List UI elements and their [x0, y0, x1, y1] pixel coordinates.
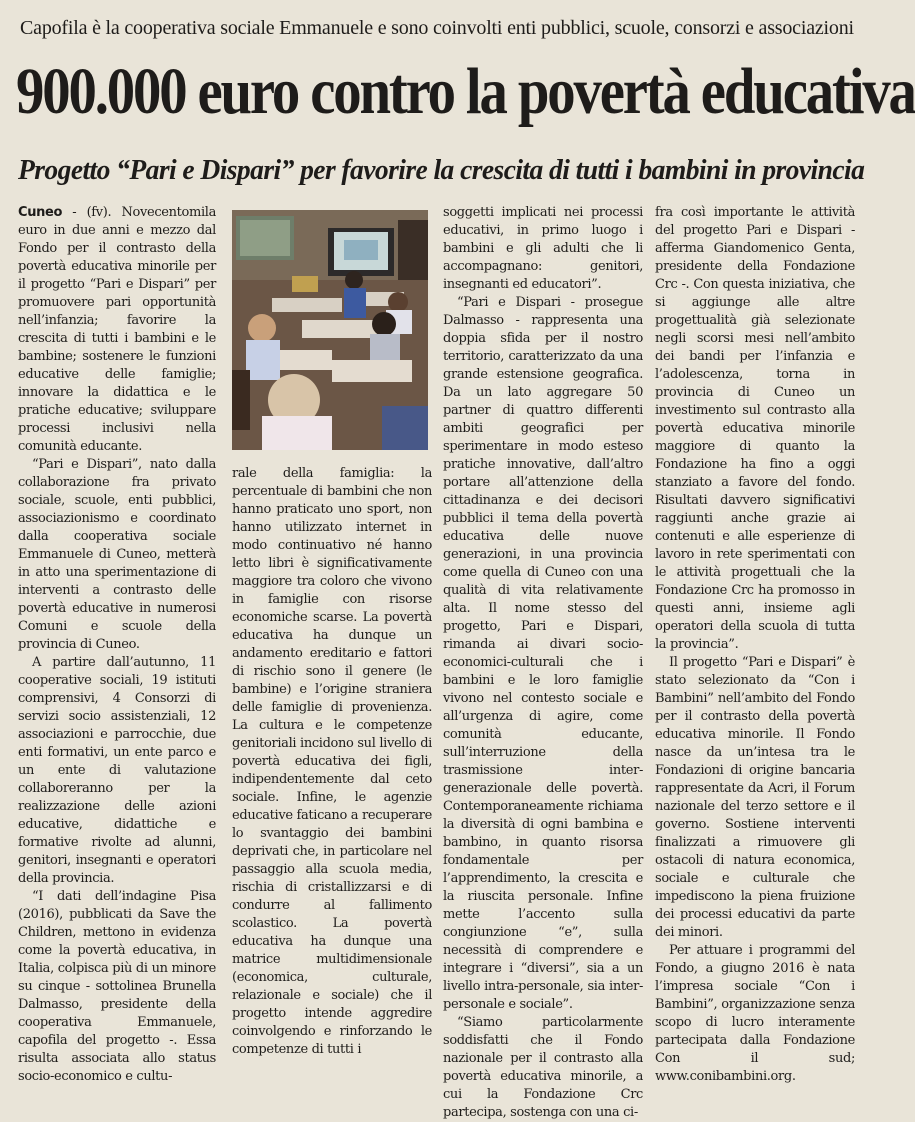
paragraph: “I dati dell’indagine Pisa (2016), pubblicati da Save the Children, mettono in evidenza come la povertà educativa, in Italia, colpisca più di un minore su cinque - sottolinea Brunella Dalmasso, presidente della cooperativa Emmanuele, capofila del progetto -. Essa risulta associata allo status socio-economico e cultu- — [18, 889, 216, 1084]
article-byline: - (fv). — [62, 205, 122, 220]
article-kicker: Capofila è la cooperativa sociale Emmanuele e sono coinvolti enti pubblici, scuole, consorzi e associazioni — [20, 17, 854, 39]
article-column-3 — [443, 204, 643, 1120]
paragraph: A partire dall’autunno, 11 cooperative sociali, 19 istituti comprensivi, 4 Consorzi di servizi socio assistenziali, 12 associazioni e parrocchie, due enti formativi, un ente parco e un ente di valutazione collaboreranno per la realizzazione delle azioni educative, didattiche e formative rivolte ad alunni, genitori, insegnanti e operatori della provincia. — [18, 655, 216, 886]
article-subheadline: Progetto “Pari e Dispari” per favorire la crescita di tutti i bambini in provincia — [18, 154, 865, 186]
paragraph: soggetti implicati nei processi educativi, in primo luogo i bambini e gli adulti che li accompagnano: genitori, insegnanti ed educatori”. — [443, 205, 643, 292]
paragraph: rale della famiglia: la percentuale di bambini che non hanno praticato uno sport, non hanno utilizzato internet in modo continuativo né hanno letto libri è significativamente maggiore tra coloro che vivono in famiglie con risorse economiche scarse. La povertà educativa ha dunque un andamento ereditario e fattori di rischio sono il genere (le bambine) e l’origine straniera delle famiglie di provenienza. La cultura e le competenze genitoriali incidono sul livello di povertà educativa dei figli, indipendentemente dal ceto sociale. Infine, le agenzie educative faticano a recuperare lo svantaggio dei bambini deprivati che, in particolare nel passaggio alla scuola media, rischia di cristallizzarsi e di condurre al fallimento scolastico. La povertà educativa ha dunque una matrice multidimensionale (economica, culturale, relazionale e sociale) che il progetto intende aggredire coinvolgendo e rinforzando le competenze di tutti i — [232, 466, 432, 1057]
paragraph-text: Novecentomila euro in due anni e mezzo dal Fondo per il contrasto della povertà educativa minorile per il progetto “Pari e Dispari” per promuovere pari opportunità nell’infanzia; favorire la crescita di tutti i bambini e le bambine; sostenere le funzioni educative delle famiglie; innovare la didattica e le pratiche educative; sviluppare processi inclusivi nella comunità educante. — [18, 205, 216, 454]
paragraph: “Pari e Dispari”, nato dalla collaborazione fra privato sociale, scuole, enti pubblici, associazionismo e coordinato dalla cooperativa sociale Emmanuele di Cuneo, metterà in atto una sperimentazione di interventi a contrasto delle povertà educative in numerosi Comuni e scuole della provincia di Cuneo. — [18, 457, 216, 652]
classroom-illustration — [232, 210, 428, 450]
article-column-1 — [18, 204, 216, 1084]
classroom-photo — [232, 210, 428, 450]
paragraph: fra così importante le attività del progetto Pari e Dispari - afferma Giandomenico Genta, presidente della Fondazione Crc -. Con questa iniziativa, che si aggiunge alle altre progettualità già selezionate negli scorsi mesi nell’ambito dei bandi per l’infanzia e l’adolescenza, torna in provincia di Cuneo un investimento sul contrasto alla povertà educativa minorile maggiore di quanto la Fondazione ha fino a oggi stanziato a favore del fondo. Risultati davvero significativi raggiunti anche grazie ai contenuti e alle esperienze di lavoro in rete sperimentati con le attività progettuali che la Fondazione Crc ha promosso in questi anni, insieme agli operatori della scuola di tutta la provincia”. — [655, 205, 855, 652]
paragraph: Il progetto “Pari e Dispari” è stato selezionato da “Con i Bambini” nell’ambito del Fondo per il contrasto della povertà educativa minorile. Il Fondo nasce da un’intesa tra le Fondazioni di origine bancaria rappresentate da Acri, il Forum nazionale del terzo settore e il governo. Sostiene interventi finalizzati a rimuovere gli ostacoli di natura economica, sociale e culturale che impediscono la piena fruizione dei processi educativi da parte dei minori. — [655, 655, 855, 940]
paragraph: “Siamo particolarmente soddisfatti che il Fondo nazionale per il contrasto alla povertà educativa minorile, a cui la Fondazione Crc partecipa, sostenga con una ci- — [443, 1015, 643, 1120]
article-dateline: Cuneo — [18, 205, 63, 220]
article-headline: 900.000 euro contro la povertà educativa — [16, 55, 915, 128]
paragraph: “Pari e Dispari - prosegue Dalmasso - rappresenta una doppia sfida per il nostro territorio, caratterizzato da una grande estensione geografica. Da un lato aggregare 50 partner di quattro differenti ambiti geografici per sperimentare in modo esteso pratiche innovative, dall’altro portare all’attenzione della cittadinanza e dei decisori pubblici il tema della povertà educativa delle nuove generazioni, in una provincia come quella di Cuneo con una qualità di vita relativamente alta. Il nome stesso del progetto, Pari e Dispari, rimanda ai divari socio-economici-culturali che i bambini e le loro famiglie vivono nel contesto sociale e all’urgenza di agire, come comunità educante, sull’interruzione della trasmissione inter-generazionale delle povertà. Contemporaneamente richiama la diversità di ogni bambina e bambino, in quanto risorsa fondamentale per l’apprendimento, la crescita e la riuscita personale. Infine mette l’accento sulla congiunzione “e”, sulla necessità di comprendere e integrare i “diversi”, sia a un livello intra-personale, sia inter-personale e sociale”. — [443, 295, 643, 1012]
article-column-2 — [232, 465, 432, 1057]
article-column-4 — [655, 204, 855, 1084]
paragraph — [18, 204, 216, 456]
paragraph: Per attuare i programmi del Fondo, a giugno 2016 è nata l’impresa sociale “Con i Bambini”, organizzazione senza scopo di lucro interamente partecipata dalla Fondazione Con il sud; www.conibambini.org. — [655, 943, 855, 1084]
